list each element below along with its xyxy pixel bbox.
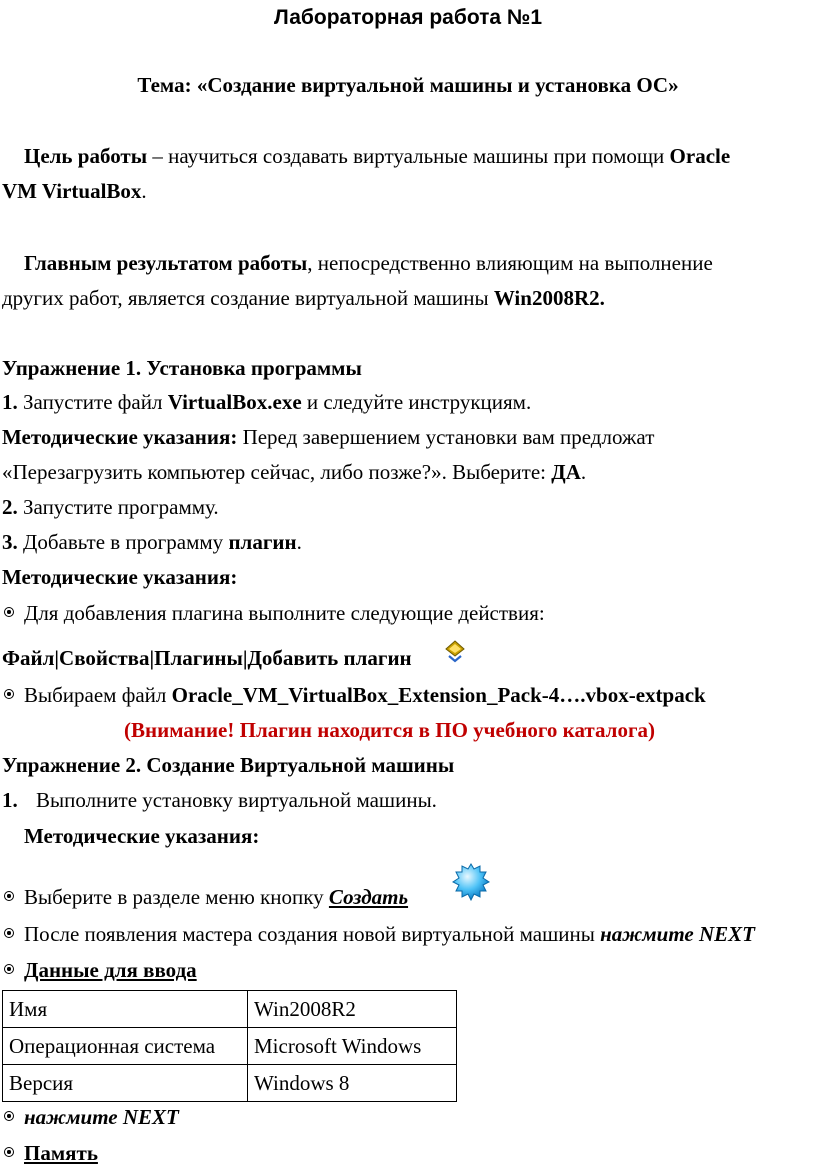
- exercise2-heading: Упражнение 2. Создание Виртуальной машины: [2, 753, 455, 777]
- ex2-step-1: [2, 787, 18, 813]
- bullet-icon: [4, 1111, 14, 1121]
- step-number: 1.: [2, 788, 18, 812]
- ex1-step-2: [2, 494, 219, 520]
- create-vm-icon: [452, 863, 490, 901]
- input-data-table: [2, 990, 457, 1102]
- bullet-icon: [4, 964, 14, 974]
- step-text: Запустите файл: [17, 390, 168, 414]
- goal-product-1: Oracle: [669, 144, 731, 168]
- goal-text: – научиться создавать виртуальные машины при помощи: [147, 144, 670, 168]
- result-vm-name: Win2008R2.: [493, 286, 605, 310]
- step-text: Добавьте в программу: [17, 530, 229, 554]
- ex1-note2-label: Методические указания:: [2, 565, 238, 589]
- next-action: нажмите NEXT: [600, 922, 755, 946]
- bullet-icon: [4, 1147, 14, 1157]
- bullet-text: Выбираем файл: [24, 683, 172, 707]
- goal-label: Цель работы: [24, 144, 148, 168]
- bullet-icon: [4, 607, 14, 617]
- ex2-bullet-2: [24, 921, 755, 947]
- ex2-note-label: Методические указания:: [24, 824, 260, 848]
- note-text-2: «Перезагрузить компьютер сейчас, либо позже?». Выберите:: [2, 460, 552, 484]
- result-text-2: других работ, является создание виртуальной машины: [2, 286, 494, 310]
- ex1-step-1: [2, 389, 531, 415]
- extension-file-name: Oracle_VM_VirtualBox_Extension_Pack-4….vbox-extpack: [171, 683, 706, 707]
- table-row: [3, 991, 457, 1028]
- page-title: Лабораторная работа №1: [273, 6, 543, 29]
- ex2-bullet-3: Данные для ввода: [24, 958, 197, 982]
- result-text-1: , непосредственно влияющим на выполнение: [307, 251, 713, 275]
- goal-product-2: VM VirtualBox: [2, 179, 142, 203]
- step-number: 2.: [2, 495, 18, 519]
- goal-end: .: [141, 179, 147, 203]
- table-cell: Windows 8: [248, 1065, 457, 1102]
- ex2-bullet-1: [24, 884, 408, 910]
- bullet-text: Выберите в разделе меню кнопку: [24, 885, 329, 909]
- table-row: [3, 1028, 457, 1065]
- note-end: .: [580, 460, 587, 484]
- plugin-add-icon: [444, 639, 466, 663]
- file-name: VirtualBox.exe: [167, 390, 302, 414]
- ex1-note-line-2: [2, 459, 586, 485]
- result-line-2: [2, 285, 605, 311]
- step-number: 1.: [2, 390, 18, 414]
- ex2-bullet-4: нажмите NEXT: [24, 1105, 179, 1129]
- table-cell: Операционная система: [3, 1028, 248, 1065]
- result-line-1: [24, 250, 713, 276]
- note-text: Перед завершением установки вам предложат: [237, 425, 655, 449]
- ex1-bullet-2: [24, 682, 706, 708]
- ex1-bullet-1: Для добавления плагина выполните следующие действия:: [24, 601, 545, 625]
- bullet-icon: [4, 689, 14, 699]
- note-label: Методические указания:: [2, 425, 238, 449]
- table-cell: Microsoft Windows: [248, 1028, 457, 1065]
- menu-path: Файл|Свойства|Плагины|Добавить плагин: [2, 646, 412, 670]
- table-cell: Версия: [3, 1065, 248, 1102]
- goal-line-2: [2, 178, 147, 204]
- create-action: Создать: [328, 885, 409, 909]
- table-cell: Имя: [3, 991, 248, 1028]
- step-text-end: и следуйте инструкциям.: [301, 390, 532, 414]
- ex1-step-3: [2, 529, 302, 555]
- step-number: 3.: [2, 530, 18, 554]
- plugin-word: плагин: [228, 530, 297, 554]
- bullet-text: После появления мастера создания новой виртуальной машины: [24, 922, 601, 946]
- table-row: [3, 1065, 457, 1102]
- step-text: Запустите программу.: [17, 495, 219, 519]
- warning-note: (Внимание! Плагин находится в ПО учебного каталога): [124, 718, 655, 742]
- topic: Тема: «Создание виртуальной машины и установка ОС»: [137, 73, 679, 97]
- exercise1-heading: Упражнение 1. Установка программы: [2, 356, 362, 380]
- ex1-note-line-1: [2, 424, 654, 450]
- note-answer: ДА: [551, 460, 581, 484]
- bullet-icon: [4, 928, 14, 938]
- step-text-end: .: [296, 530, 302, 554]
- result-label: Главным результатом работы: [24, 251, 308, 275]
- bullet-icon: [4, 891, 14, 901]
- table-cell: Win2008R2: [248, 991, 457, 1028]
- ex2-step-1-text: Выполните установку виртуальной машины.: [36, 788, 437, 812]
- goal-line-1: [24, 143, 730, 169]
- ex2-bullet-5: Память: [24, 1141, 98, 1165]
